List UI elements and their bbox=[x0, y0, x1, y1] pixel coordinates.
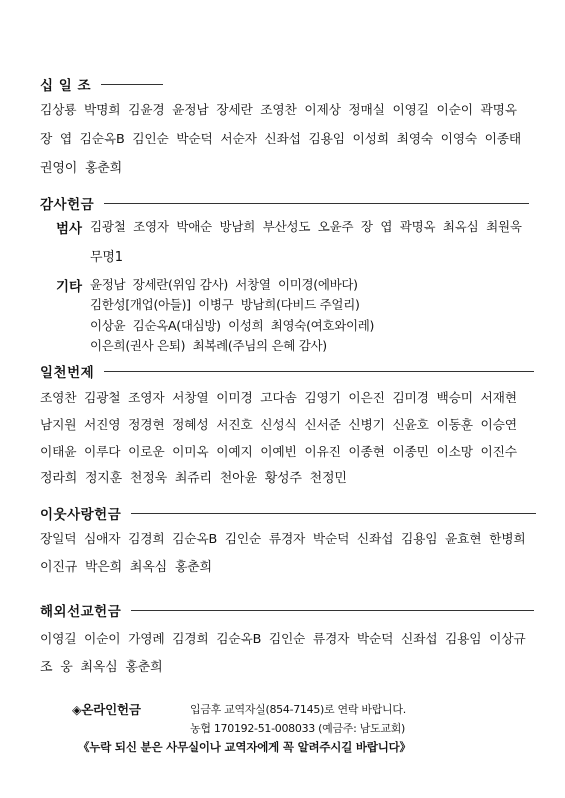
divider bbox=[131, 513, 536, 514]
divider bbox=[131, 610, 534, 611]
section-title: 십 일 조 bbox=[40, 78, 92, 94]
online-instruction: 입금후 교역자실(854-7145)로 연락 바랍니다. bbox=[190, 703, 406, 716]
name-row: 김광철 조영자 박애순 방남희 부산성도 오윤주 장 엽 곽명옥 최옥심 최원욱 bbox=[90, 219, 522, 234]
name-row: 권영이 홍춘희 bbox=[40, 161, 123, 176]
category-label: 기타 bbox=[56, 279, 83, 295]
name-row: 정라희 정지훈 천정욱 최쥬리 천아윤 황성주 천정민 bbox=[40, 471, 347, 486]
name-row: 김한성[개업(아들)] 이병구 방남희(다비드 주얼리) bbox=[90, 297, 360, 312]
notice-text: 《누락 되신 분은 사무실이나 교역자에게 꼭 알려주시길 바랍니다》 bbox=[78, 740, 411, 754]
name-row: 윤정남 장세란(위임 감사) 서창열 이미경(에바다) bbox=[90, 277, 358, 292]
section-title: 일천번제 bbox=[40, 365, 95, 381]
name-row: 김상룡 박명희 김윤경 윤정남 장세란 조영찬 이제상 정매실 이영길 이순이 곽명옥 bbox=[40, 103, 517, 118]
name-row: 이영길 이순이 가영례 김경희 김순옥B 김인순 류경자 박순덕 신좌섭 김용임 이상규 bbox=[40, 632, 526, 647]
section-title: 해외선교헌금 bbox=[40, 604, 122, 620]
divider bbox=[104, 371, 534, 372]
name-row: 이태윤 이루다 이로운 이미옥 이예지 이예빈 이유진 이종현 이종민 이소망 이진수 bbox=[40, 445, 517, 460]
divider bbox=[101, 84, 163, 85]
name-row: 장 엽 김순옥B 김인순 박순덕 서순자 신좌섭 김용임 이성희 최영숙 이영숙 이종태 bbox=[40, 132, 522, 147]
name-row: 남지원 서진영 정경현 정혜성 서진호 신성식 신서준 신병기 신윤호 이동훈 이승연 bbox=[40, 418, 517, 433]
name-row: 조 웅 최옥심 홍춘희 bbox=[40, 660, 163, 675]
name-row: 장일덕 심애자 김경희 김순옥B 김인순 류경자 박순덕 신좌섭 김용임 윤효현 한병희 bbox=[40, 532, 526, 547]
name-row: 무명1 bbox=[90, 250, 123, 265]
section-header-iut bbox=[40, 503, 536, 523]
online-offering-label: ◈온라인헌금 bbox=[72, 702, 141, 717]
name-row: 이진규 박은희 최옥심 홍춘희 bbox=[40, 560, 212, 575]
category-label: 범사 bbox=[56, 221, 83, 237]
section-title: 이웃사랑헌금 bbox=[40, 507, 122, 523]
section-header-gamsa bbox=[40, 193, 529, 213]
name-row: 이상윤 김순옥A(대심방) 이성희 최영숙(여호와이레) bbox=[90, 318, 375, 333]
divider bbox=[104, 203, 529, 204]
section-header-ilcheon bbox=[40, 361, 534, 381]
section-header-sibil bbox=[40, 74, 163, 94]
section-title: 감사헌금 bbox=[40, 197, 95, 213]
section-header-haeoe bbox=[40, 600, 534, 620]
name-row: 이은희(권사 은퇴) 최복례(주님의 은혜 감사) bbox=[90, 338, 327, 353]
name-row: 조영찬 김광철 조영자 서창열 이미경 고다솜 김영기 이은진 김미경 백승미 서재현 bbox=[40, 391, 517, 406]
bank-account: 농협 170192-51-008033 (예금주: 남도교회) bbox=[190, 722, 406, 735]
